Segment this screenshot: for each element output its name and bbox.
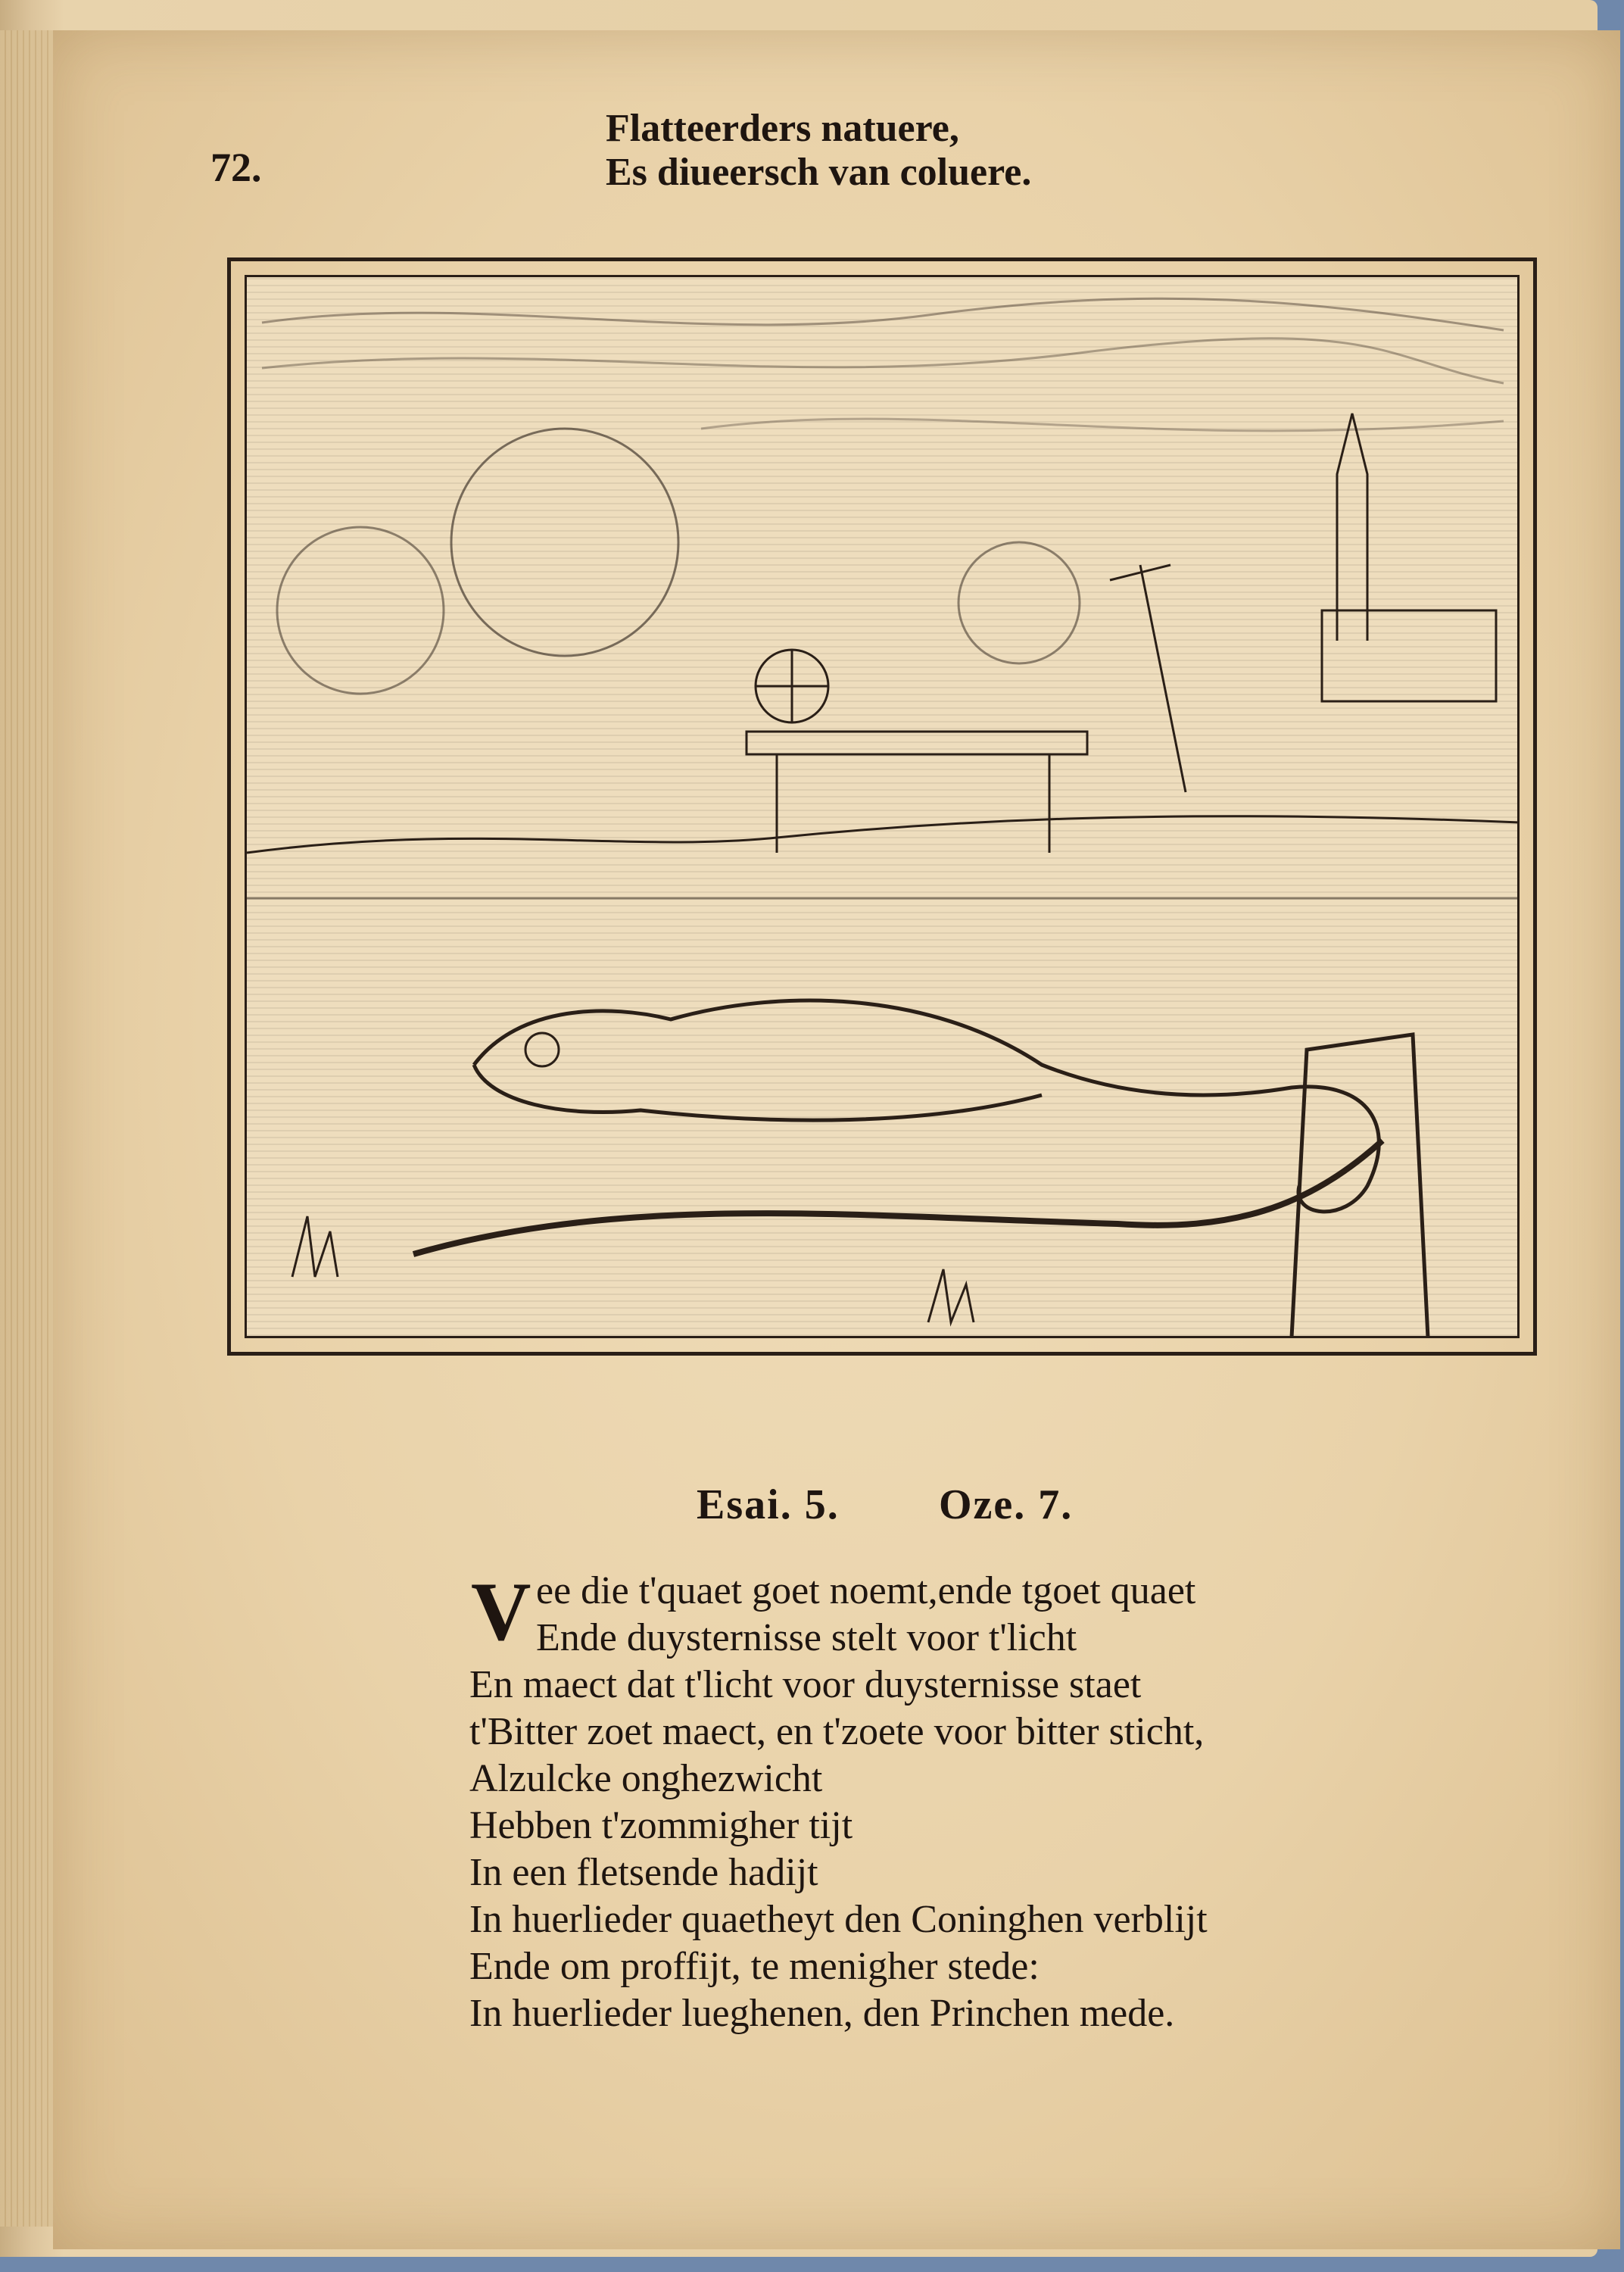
verse-line-7: In een fletsende hadijt <box>469 1851 818 1894</box>
verse-line-8: In huerlieder quaetheyt den Coninghen verblijt <box>469 1898 1208 1941</box>
verse-line-4: t'Bitter zoet maect, en t'zoete voor bitter sticht, <box>469 1710 1205 1753</box>
verse-line-3: En maect dat t'licht voor duysternisse staet <box>469 1663 1142 1706</box>
emblem-motto-line-2: Es diueersch van coluere. <box>606 151 1032 194</box>
verse-line-2: Ende duysternisse stelt voor t'licht <box>536 1616 1077 1659</box>
engraving-illustration <box>247 277 1519 1337</box>
verse-line-5: Alzulcke onghezwicht <box>469 1757 823 1800</box>
page-number: 72. <box>210 145 262 190</box>
verse-line-6: Hebben t'zommigher tijt <box>469 1804 853 1847</box>
verse-line-10: In huerlieder lueghenen, den Princhen mede. <box>469 1992 1175 2035</box>
verse-line-9: Ende om proffijt, te menigher stede: <box>469 1945 1040 1988</box>
engraving-plate <box>227 257 1537 1356</box>
scripture-reference-esai: Esai. 5. <box>697 1481 840 1528</box>
drop-cap: V <box>471 1565 531 1658</box>
verse-text <box>469 1565 1378 2037</box>
emblem-motto-line-1: Flatteerders natuere, <box>606 107 959 150</box>
verse-line-1: ee die t'quaet goet noemt,ende tgoet quaet <box>536 1569 1196 1612</box>
chameleon-engraving <box>245 275 1520 1338</box>
scripture-reference-oze: Oze. 7. <box>939 1481 1074 1528</box>
